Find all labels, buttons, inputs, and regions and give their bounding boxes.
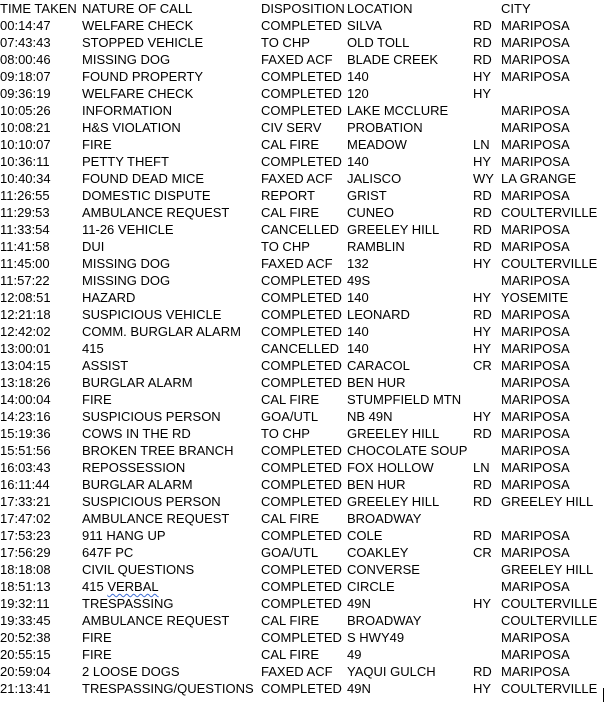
- cell-suffix: HY: [473, 409, 492, 424]
- cell-city: GREELEY HILL: [501, 494, 594, 509]
- cell-location: 140: [347, 69, 369, 84]
- table-row: [0, 153, 614, 170]
- table-row: [0, 544, 614, 561]
- cell-location: RAMBLIN: [347, 239, 405, 254]
- cell-city: MARIPOSA: [501, 239, 570, 254]
- cell-time: 14:00:04: [0, 392, 51, 407]
- cell-city: MARIPOSA: [501, 528, 570, 543]
- cell-time: 20:59:04: [0, 664, 51, 679]
- cell-nature: HAZARD: [82, 290, 136, 305]
- cell-nature: 647F PC: [82, 545, 134, 560]
- cell-suffix: HY: [473, 290, 492, 305]
- cell-disposition: COMPLETED: [261, 103, 342, 118]
- cell-disposition: COMPLETED: [261, 443, 342, 458]
- cell-disposition: COMPLETED: [261, 579, 342, 594]
- cell-suffix: RD: [473, 239, 492, 254]
- table-row: [0, 204, 614, 221]
- cell-suffix: HY: [473, 596, 492, 611]
- cell-nature: FIRE: [82, 630, 112, 645]
- cell-nature: SUSPICIOUS PERSON: [82, 494, 221, 509]
- cell-time: 14:23:16: [0, 409, 51, 424]
- cell-time: 18:51:13: [0, 579, 51, 594]
- cell-time: 15:19:36: [0, 426, 51, 441]
- cell-disposition: COMPLETED: [261, 562, 342, 577]
- table-row: [0, 527, 614, 544]
- table-row: [0, 425, 614, 442]
- cell-city: MARIPOSA: [501, 392, 570, 407]
- table-row: [0, 255, 614, 272]
- cell-nature: FOUND PROPERTY: [82, 69, 204, 84]
- cell-city: MARIPOSA: [501, 409, 570, 424]
- cell-nature: AMBULANCE REQUEST: [82, 511, 230, 526]
- cell-disposition: TO CHP: [261, 426, 310, 441]
- cell-nature: CIVIL QUESTIONS: [82, 562, 195, 577]
- cell-time: 10:40:34: [0, 171, 51, 186]
- cell-location: 140: [347, 290, 369, 305]
- cell-location: COLE: [347, 528, 383, 543]
- header-time-taken: TIME TAKEN: [0, 1, 77, 16]
- cell-nature: DOMESTIC DISPUTE: [82, 188, 211, 203]
- table-row: [0, 323, 614, 340]
- cell-disposition: COMPLETED: [261, 375, 342, 390]
- cell-city: MARIPOSA: [501, 664, 570, 679]
- cell-city: COULTERVILLE: [501, 681, 598, 696]
- cell-nature: 11-26 VEHICLE: [82, 222, 174, 237]
- cell-suffix: RD: [473, 426, 492, 441]
- cell-location: STUMPFIELD MTN: [347, 392, 462, 407]
- cell-nature: FIRE: [82, 137, 112, 152]
- cell-disposition: COMPLETED: [261, 69, 342, 84]
- table-body: [0, 17, 614, 697]
- cell-time: 15:51:56: [0, 443, 51, 458]
- cell-location: 140: [347, 341, 369, 356]
- cell-disposition: CAL FIRE: [261, 647, 320, 662]
- cell-city: MARIPOSA: [501, 35, 570, 50]
- cell-time: 00:14:47: [0, 18, 51, 33]
- cell-time: 16:03:43: [0, 460, 51, 475]
- cell-disposition: TO CHP: [261, 239, 310, 254]
- cell-location: MEADOW: [347, 137, 407, 152]
- cell-disposition: COMPLETED: [261, 358, 342, 373]
- cell-nature: MISSING DOG: [82, 256, 171, 271]
- cell-disposition: FAXED ACF: [261, 664, 333, 679]
- cell-disposition: GOA/UTL: [261, 409, 319, 424]
- spellcheck-underline: VERBAL: [107, 579, 159, 594]
- cell-time: 11:26:55: [0, 188, 50, 203]
- cell-city: LA GRANGE: [501, 171, 577, 186]
- cell-nature: H&S VIOLATION: [82, 120, 181, 135]
- cell-time: 20:52:38: [0, 630, 51, 645]
- table-row: [0, 51, 614, 68]
- table-row: [0, 612, 614, 629]
- cell-city: GREELEY HILL: [501, 562, 594, 577]
- table-row: [0, 629, 614, 646]
- cell-suffix: RD: [473, 52, 492, 67]
- header-row: [0, 0, 614, 17]
- cell-disposition: COMPLETED: [261, 273, 342, 288]
- cell-suffix: RD: [473, 664, 492, 679]
- header-city: CITY: [501, 1, 531, 16]
- cell-location: 49: [347, 647, 362, 662]
- cell-time: 16:11:44: [0, 477, 50, 492]
- table-row: [0, 408, 614, 425]
- cell-city: COULTERVILLE: [501, 256, 598, 271]
- table-row: [0, 374, 614, 391]
- table-row: [0, 680, 614, 697]
- cell-location: OLD TOLL: [347, 35, 410, 50]
- header-disposition: DISPOSITION: [261, 1, 345, 16]
- cell-nature: BURGLAR ALARM: [82, 375, 193, 390]
- cell-disposition: COMPLETED: [261, 324, 342, 339]
- cell-location: 140: [347, 324, 369, 339]
- cell-time: 10:10:07: [0, 137, 51, 152]
- cell-location: BROADWAY: [347, 511, 422, 526]
- header-location: LOCATION: [347, 1, 413, 16]
- cell-suffix: HY: [473, 256, 492, 271]
- cell-city: COULTERVILLE: [501, 205, 598, 220]
- cell-location: CIRCLE: [347, 579, 395, 594]
- cell-city: MARIPOSA: [501, 154, 570, 169]
- cell-disposition: COMPLETED: [261, 290, 342, 305]
- header-nature-of-call: NATURE OF CALL: [82, 1, 193, 16]
- table-row: [0, 170, 614, 187]
- cell-city: COULTERVILLE: [501, 596, 598, 611]
- cell-nature: FIRE: [82, 647, 112, 662]
- cell-nature: SUSPICIOUS VEHICLE: [82, 307, 222, 322]
- table-row: [0, 272, 614, 289]
- cell-disposition: CAL FIRE: [261, 511, 320, 526]
- cell-suffix: HY: [473, 86, 492, 101]
- cell-location: BEN HUR: [347, 477, 406, 492]
- cell-city: COULTERVILLE: [501, 613, 598, 628]
- cell-suffix: HY: [473, 154, 492, 169]
- cell-time: 17:33:21: [0, 494, 51, 509]
- cell-disposition: FAXED ACF: [261, 256, 333, 271]
- cell-time: 17:56:29: [0, 545, 51, 560]
- table-row: [0, 34, 614, 51]
- cell-location: S HWY49: [347, 630, 405, 645]
- cell-nature: BURGLAR ALARM: [82, 477, 193, 492]
- cell-city: MARIPOSA: [501, 273, 570, 288]
- cell-time: 10:36:11: [0, 154, 50, 169]
- cell-disposition: COMPLETED: [261, 528, 342, 543]
- cell-city: MARIPOSA: [501, 341, 570, 356]
- cell-city: MARIPOSA: [501, 18, 570, 33]
- cell-disposition: COMPLETED: [261, 494, 342, 509]
- cell-nature: 911 HANG UP: [82, 528, 166, 543]
- cell-city: MARIPOSA: [501, 52, 570, 67]
- cell-nature: WELFARE CHECK: [82, 18, 194, 33]
- cell-city: MARIPOSA: [501, 324, 570, 339]
- cell-time: 21:13:41: [0, 681, 51, 696]
- cell-disposition: COMPLETED: [261, 154, 342, 169]
- cell-location: 49N: [347, 681, 371, 696]
- cell-disposition: CANCELLED: [261, 222, 340, 237]
- table-row: [0, 442, 614, 459]
- cell-location: 49N: [347, 596, 371, 611]
- cell-city: MARIPOSA: [501, 477, 570, 492]
- cell-disposition: COMPLETED: [261, 596, 342, 611]
- cell-nature: AMBULANCE REQUEST: [82, 205, 230, 220]
- cell-time: 17:47:02: [0, 511, 51, 526]
- cell-location: GREELEY HILL: [347, 222, 440, 237]
- table-row: [0, 289, 614, 306]
- cell-suffix: HY: [473, 69, 492, 84]
- table-row: [0, 306, 614, 323]
- cell-suffix: RD: [473, 35, 492, 50]
- table-row: [0, 340, 614, 357]
- cell-location: CARACOL: [347, 358, 410, 373]
- cell-time: 10:08:21: [0, 120, 51, 135]
- cell-time: 19:32:11: [0, 596, 50, 611]
- cell-disposition: TO CHP: [261, 35, 310, 50]
- cell-city: MARIPOSA: [501, 630, 570, 645]
- cell-location: COAKLEY: [347, 545, 409, 560]
- table-row: [0, 357, 614, 374]
- cell-time: 20:55:15: [0, 647, 51, 662]
- cell-suffix: CR: [473, 358, 492, 373]
- cell-city: MARIPOSA: [501, 69, 570, 84]
- cell-location: FOX HOLLOW: [347, 460, 434, 475]
- cell-time: 11:29:53: [0, 205, 50, 220]
- table-row: [0, 238, 614, 255]
- cell-suffix: LN: [473, 460, 490, 475]
- table-row: [0, 136, 614, 153]
- cell-suffix: RD: [473, 528, 492, 543]
- cell-disposition: CAL FIRE: [261, 137, 320, 152]
- cell-nature: MISSING DOG: [82, 273, 171, 288]
- cell-disposition: COMPLETED: [261, 630, 342, 645]
- cell-disposition: COMPLETED: [261, 477, 342, 492]
- table-row: [0, 85, 614, 102]
- cell-time: 18:18:08: [0, 562, 51, 577]
- cell-nature: COMM. BURGLAR ALARM: [82, 324, 241, 339]
- cell-time: 08:00:46: [0, 52, 51, 67]
- cell-city: MARIPOSA: [501, 375, 570, 390]
- cell-location: SILVA: [347, 18, 382, 33]
- cell-location: YAQUI GULCH: [347, 664, 436, 679]
- cell-suffix: HY: [473, 324, 492, 339]
- cell-time: 11:33:54: [0, 222, 50, 237]
- cell-location: LEONARD: [347, 307, 410, 322]
- cell-nature: FOUND DEAD MICE: [82, 171, 205, 186]
- table-row: [0, 187, 614, 204]
- table-row: [0, 493, 614, 510]
- cell-city: MARIPOSA: [501, 358, 570, 373]
- table-row: [0, 510, 614, 527]
- cell-location: NB 49N: [347, 409, 393, 424]
- table-row: [0, 221, 614, 238]
- cell-location: 49S: [347, 273, 371, 288]
- cell-nature: COWS IN THE RD: [82, 426, 191, 441]
- cell-time: 11:45:00: [0, 256, 50, 271]
- cell-nature: SUSPICIOUS PERSON: [82, 409, 221, 424]
- cell-nature: 415 VERBAL: [82, 579, 159, 594]
- cell-time: 09:36:19: [0, 86, 51, 101]
- cell-disposition: COMPLETED: [261, 307, 342, 322]
- cell-time: 13:18:26: [0, 375, 51, 390]
- table-row: [0, 68, 614, 85]
- cell-nature: BROKEN TREE BRANCH: [82, 443, 234, 458]
- cell-city: MARIPOSA: [501, 188, 570, 203]
- cell-disposition: CANCELLED: [261, 341, 340, 356]
- cell-location: PROBATION: [347, 120, 423, 135]
- cell-suffix: RD: [473, 18, 492, 33]
- cell-location: GREELEY HILL: [347, 426, 440, 441]
- cell-time: 17:53:23: [0, 528, 51, 543]
- cell-suffix: WY: [473, 171, 494, 186]
- cell-nature: TRESPASSING: [82, 596, 174, 611]
- page-margin: [608, 0, 614, 704]
- cell-nature: DUI: [82, 239, 105, 254]
- cell-nature: FIRE: [82, 392, 112, 407]
- cell-disposition: CAL FIRE: [261, 392, 320, 407]
- cell-location: BLADE CREEK: [347, 52, 439, 67]
- cell-location: GREELEY HILL: [347, 494, 440, 509]
- cell-nature: 2 LOOSE DOGS: [82, 664, 180, 679]
- cell-nature: TRESPASSING/QUESTIONS: [82, 681, 254, 696]
- cell-time: 12:08:51: [0, 290, 51, 305]
- cell-nature: INFORMATION: [82, 103, 173, 118]
- cell-nature: MISSING DOG: [82, 52, 171, 67]
- cell-time: 13:00:01: [0, 341, 51, 356]
- cell-city: MARIPOSA: [501, 426, 570, 441]
- cell-city: YOSEMITE: [501, 290, 569, 305]
- cell-disposition: FAXED ACF: [261, 171, 333, 186]
- cell-disposition: GOA/UTL: [261, 545, 319, 560]
- cell-location: CONVERSE: [347, 562, 420, 577]
- table-row: [0, 578, 614, 595]
- table-row: [0, 663, 614, 680]
- cell-time: 12:21:18: [0, 307, 51, 322]
- cell-time: 13:04:15: [0, 358, 51, 373]
- cell-suffix: HY: [473, 681, 492, 696]
- cell-suffix: CR: [473, 545, 492, 560]
- cell-disposition: COMPLETED: [261, 18, 342, 33]
- cell-disposition: COMPLETED: [261, 86, 342, 101]
- cell-nature: REPOSSESSION: [82, 460, 186, 475]
- cell-time: 09:18:07: [0, 69, 51, 84]
- cell-time: 11:57:22: [0, 273, 50, 288]
- cell-disposition: REPORT: [261, 188, 315, 203]
- table-row: [0, 17, 614, 34]
- cell-location: 132: [347, 256, 369, 271]
- cell-disposition: COMPLETED: [261, 460, 342, 475]
- cell-city: MARIPOSA: [501, 545, 570, 560]
- cell-city: MARIPOSA: [501, 307, 570, 322]
- table-row: [0, 595, 614, 612]
- cell-time: 19:33:45: [0, 613, 51, 628]
- cell-suffix: LN: [473, 137, 490, 152]
- table-row: [0, 102, 614, 119]
- cell-location: GRIST: [347, 188, 387, 203]
- cell-location: LAKE MCCLURE: [347, 103, 449, 118]
- cell-disposition: CAL FIRE: [261, 205, 320, 220]
- cell-location: 120: [347, 86, 369, 101]
- table-row: [0, 476, 614, 493]
- cell-disposition: COMPLETED: [261, 681, 342, 696]
- table-row: [0, 561, 614, 578]
- cell-time: 11:41:58: [0, 239, 50, 254]
- cell-suffix: RD: [473, 494, 492, 509]
- cell-suffix: HY: [473, 341, 492, 356]
- text-cursor: [603, 688, 604, 702]
- cell-time: 10:05:26: [0, 103, 51, 118]
- cell-suffix: RD: [473, 205, 492, 220]
- cell-location: BROADWAY: [347, 613, 422, 628]
- table-row: [0, 391, 614, 408]
- cell-location: 140: [347, 154, 369, 169]
- cell-nature: 415: [82, 341, 104, 356]
- cell-city: MARIPOSA: [501, 443, 570, 458]
- cell-nature: STOPPED VEHICLE: [82, 35, 204, 50]
- cell-location: CHOCOLATE SOUP: [347, 443, 468, 458]
- cell-location: BEN HUR: [347, 375, 406, 390]
- cell-disposition: FAXED ACF: [261, 52, 333, 67]
- cell-disposition: CAL FIRE: [261, 613, 320, 628]
- cell-city: MARIPOSA: [501, 120, 570, 135]
- table-row: [0, 119, 614, 136]
- cell-nature: AMBULANCE REQUEST: [82, 613, 230, 628]
- cell-nature: ASSIST: [82, 358, 129, 373]
- cell-time: 12:42:02: [0, 324, 51, 339]
- cell-location: CUNEO: [347, 205, 394, 220]
- cell-suffix: RD: [473, 477, 492, 492]
- table-row: [0, 459, 614, 476]
- cell-suffix: RD: [473, 188, 492, 203]
- cell-location: JALISCO: [347, 171, 402, 186]
- cell-nature: PETTY THEFT: [82, 154, 169, 169]
- cell-time: 07:43:43: [0, 35, 51, 50]
- cell-city: MARIPOSA: [501, 222, 570, 237]
- cell-city: MARIPOSA: [501, 647, 570, 662]
- cell-suffix: RD: [473, 307, 492, 322]
- cell-suffix: RD: [473, 222, 492, 237]
- table-row: [0, 646, 614, 663]
- cell-city: MARIPOSA: [501, 137, 570, 152]
- cell-city: MARIPOSA: [501, 579, 570, 594]
- cell-disposition: CIV SERV: [261, 120, 322, 135]
- cell-city: MARIPOSA: [501, 103, 570, 118]
- cell-nature: WELFARE CHECK: [82, 86, 194, 101]
- cell-city: MARIPOSA: [501, 460, 570, 475]
